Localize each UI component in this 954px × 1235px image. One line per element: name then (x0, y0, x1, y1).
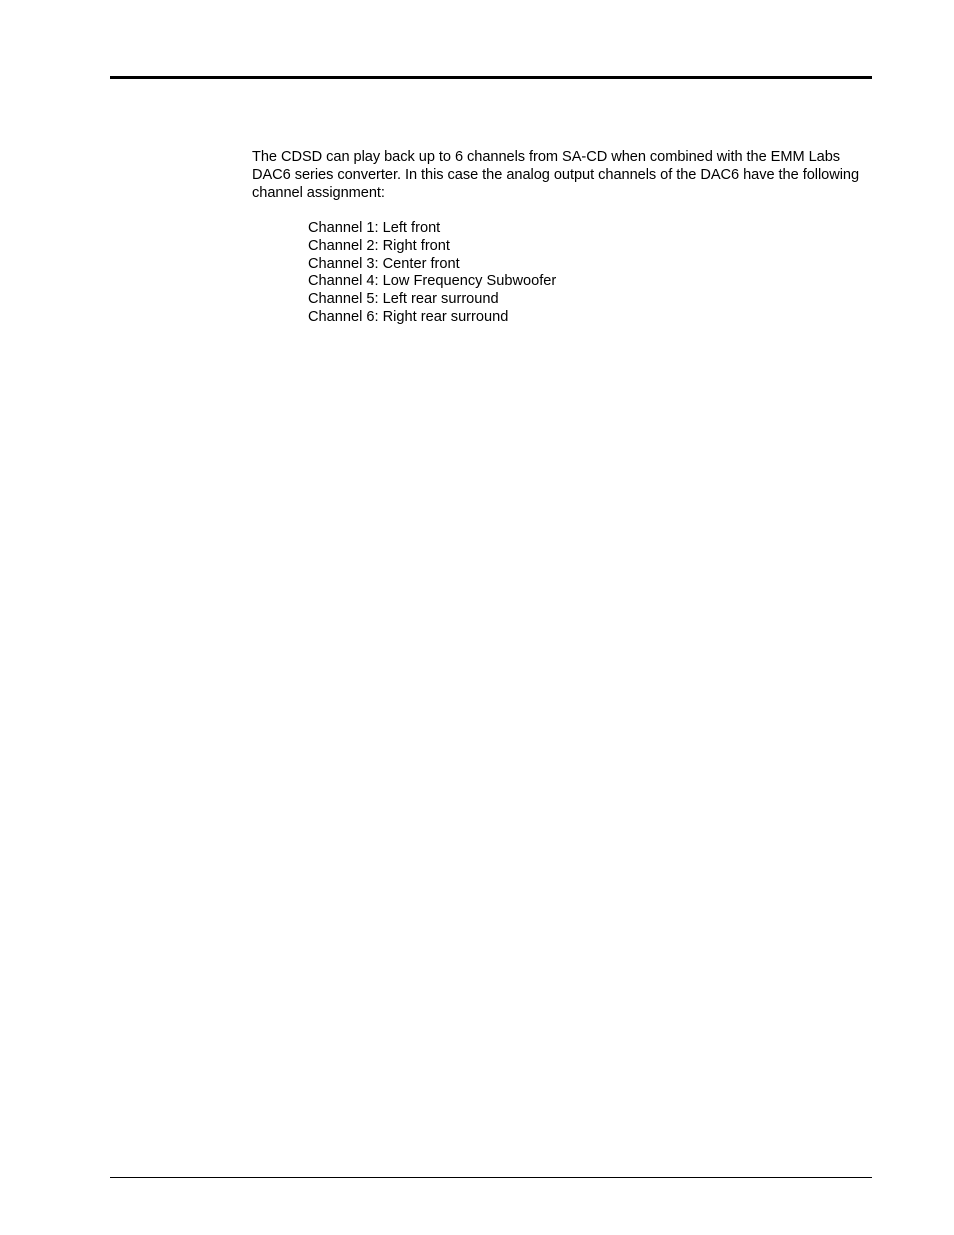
list-item: Channel 6: Right rear surround (308, 308, 509, 325)
list-item: Channel 3: Center front (308, 255, 460, 272)
list-item: Channel 5: Left rear surround (308, 291, 499, 308)
list-item: Channel 1: Left front (308, 220, 441, 236)
channel-assignment-list (308, 220, 556, 327)
header-rule (110, 76, 872, 79)
footer-rule (110, 1177, 872, 1178)
body-paragraph: The CDSD can play back up to 6 channels from SA-CD when combined with the EMM Labs DAC6 series converter. In this case the analog output channels of the DAC6 have the following channel assignment: (252, 149, 860, 201)
list-item: Channel 2: Right front (308, 237, 450, 254)
list-item: Channel 4: Low Frequency Subwoofer (308, 273, 557, 290)
